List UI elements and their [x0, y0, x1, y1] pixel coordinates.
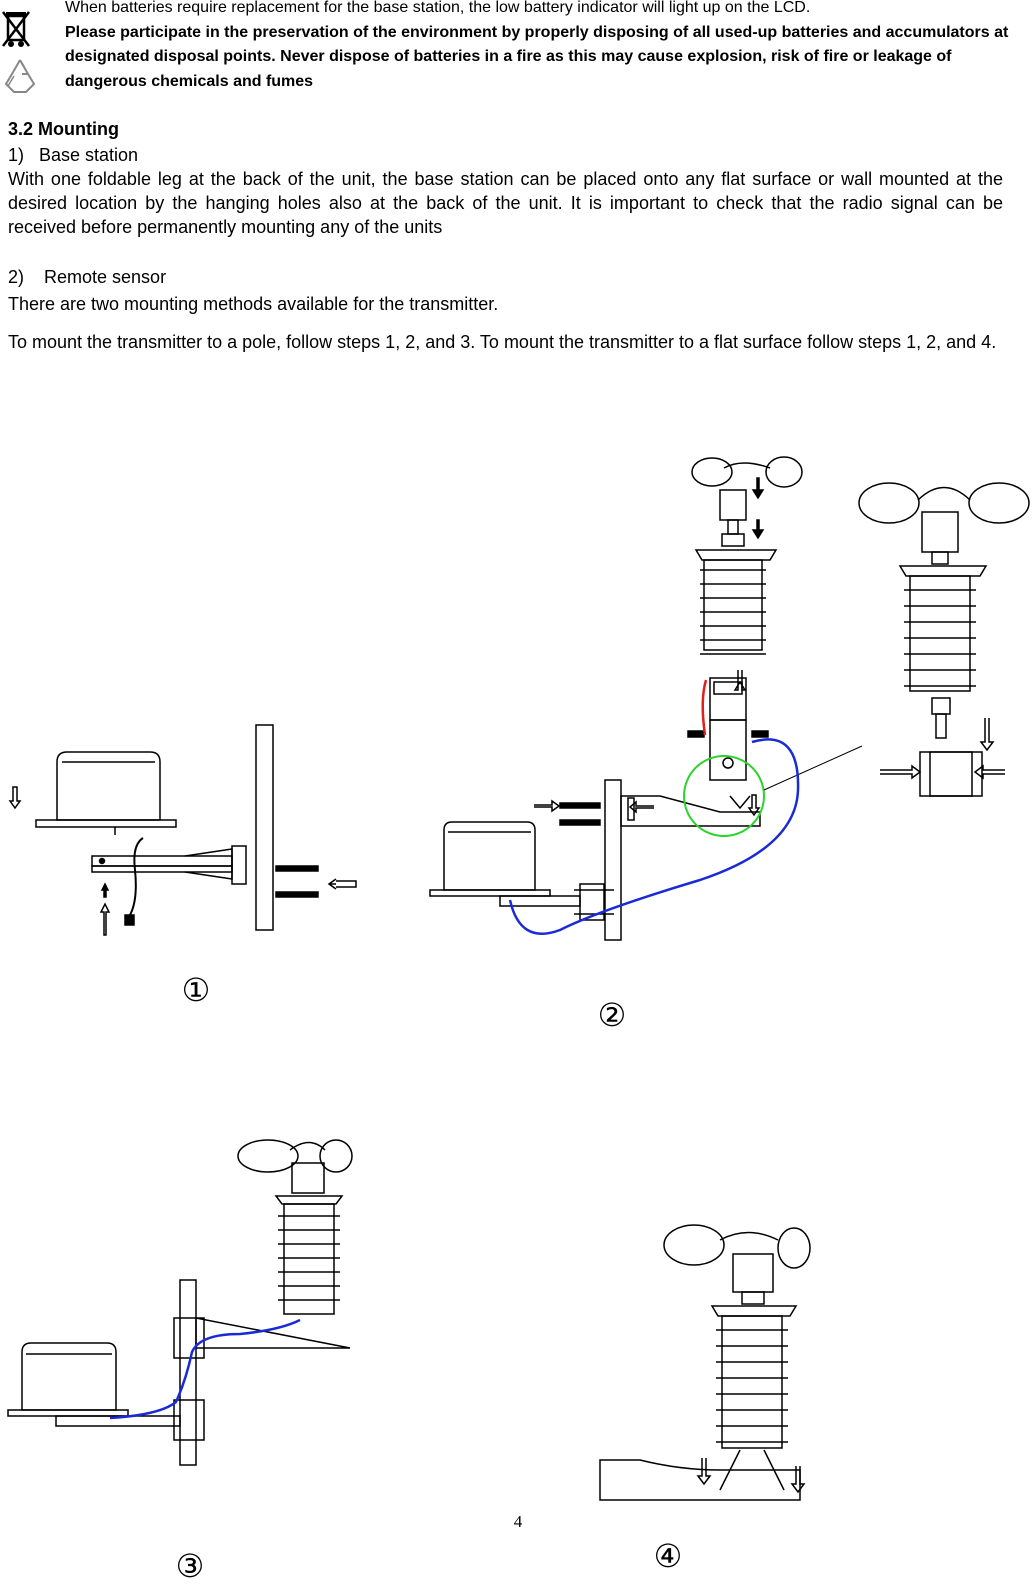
item2-line1: There are two mounting methods available for the transmitter.: [8, 294, 499, 314]
step-1-label: ①: [181, 972, 211, 1008]
step-3-label: ③: [175, 1548, 205, 1584]
item2-label: 2) Remote sensor: [8, 267, 167, 287]
battery-replacement-text: When batteries require replacement for the base station, the low battery indicator will light up on the LCD.: [65, 0, 811, 16]
disposal-warning-text: Please participate in the preservation of the environment by properly disposing of all used-up batteries and accumulators at designated disposal points. Never dispose of batteries in a fire as this may cause explosion, risk of fire or leakage of dangerous chemicals and fumes: [65, 23, 1009, 90]
figure-1: [10, 725, 356, 1008]
step-4-label: ④: [653, 1538, 683, 1574]
red-wire: [703, 680, 706, 735]
section-heading: 3.2 Mounting: [8, 119, 119, 139]
page-number: 4: [513, 1512, 523, 1531]
sensor-cable: [510, 739, 798, 933]
item1-text: With one foldable leg at the back of the unit, the base station can be placed onto any flat surface or wall mounted at the desired location by the hanging holes also at the back of the unit. It is important to check that the radio signal can be received before permanently mounting any of the units: [8, 169, 1003, 237]
figure-2-shield: [696, 550, 776, 654]
item1-label: 1) Base station: [8, 145, 139, 165]
figure-2: [430, 457, 1029, 1033]
step-2-label: ②: [597, 997, 627, 1033]
item2-line2: To mount the transmitter to a pole, follow steps 1, 2, and 3. To mount the transmitter to a flat surface follow steps 1, 2, and 4.: [8, 332, 997, 352]
